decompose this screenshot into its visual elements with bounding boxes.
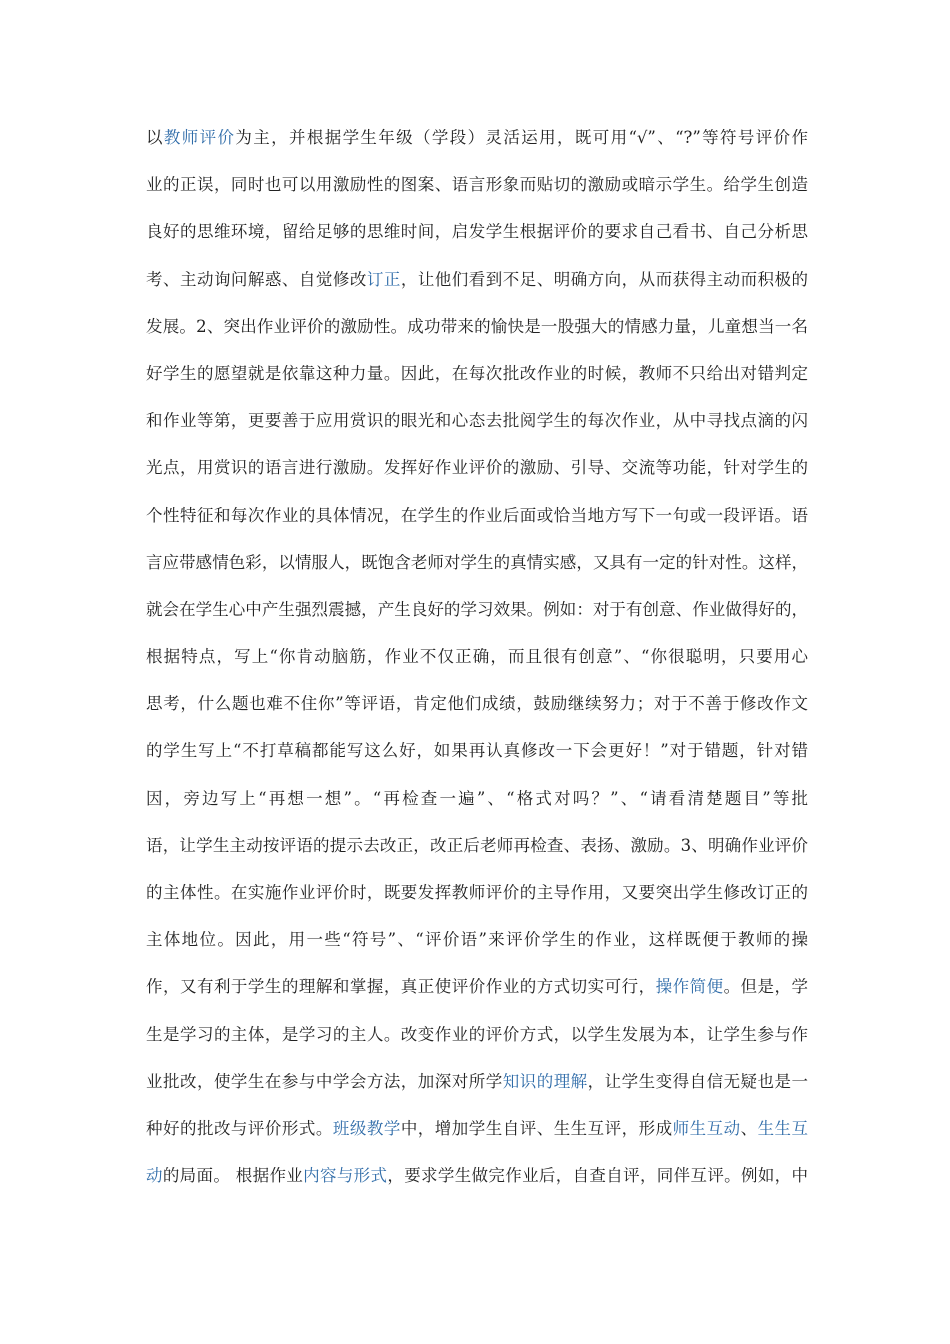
- text-run: 良好的思维环境，留给足够的思维时间，启发学生根据评价的要求自己看书、自己分析思: [146, 222, 808, 242]
- text-line: [146, 397, 808, 444]
- text-run: 业批改，使学生在参与中学会方法，加深对所学: [146, 1071, 503, 1091]
- text-run: 因，旁边写上“再想一想”。“再检查一遍”、“格式对吗？”、“请看清楚题目”等批: [146, 788, 808, 808]
- inline-link[interactable]: 班级教学: [332, 1118, 401, 1138]
- inline-link[interactable]: 师生互动: [672, 1118, 741, 1138]
- text-line: [146, 916, 808, 963]
- text-run: 光点，用赏识的语言进行激励。发挥好作业评价的激励、引导、交流等功能，针对学生的: [146, 458, 808, 478]
- text-line: [146, 963, 808, 1010]
- text-line: [146, 633, 808, 680]
- text-line: [146, 1011, 808, 1058]
- text-line: [146, 444, 808, 491]
- text-run: 作，又有利于学生的理解和掌握，真正使评价作业的方式切实可行，: [146, 977, 656, 997]
- text-line: [146, 586, 808, 633]
- text-run: 就会在学生心中产生强烈震撼，产生良好的学习效果。例如：对于有创意、作业做得好的，: [146, 599, 808, 619]
- text-line: [146, 114, 808, 161]
- text-run: 和作业等第，更要善于应用赏识的眼光和心态去批阅学生的每次作业，从中寻找点滴的闪: [146, 411, 808, 431]
- text-run: 的学生写上“不打草稿都能写这么好，如果再认真修改一下会更好！”对于错题，针对错: [146, 741, 808, 761]
- text-line: [146, 539, 808, 586]
- inline-link[interactable]: 动: [146, 1166, 163, 1186]
- inline-link[interactable]: 操作简便: [655, 977, 724, 997]
- text-line: [146, 208, 808, 255]
- text-run: 的主体性。在实施作业评价时，既要发挥教师评价的主导作用，又要突出学生修改订正的: [146, 883, 808, 902]
- inline-link[interactable]: 知识的理解: [502, 1071, 588, 1091]
- text-run: 考、主动询问解惑、自觉修改: [146, 269, 367, 289]
- text-run: ，让他们看到不足、明确方向，从而获得主动而积极的: [400, 269, 809, 289]
- inline-link[interactable]: 订正: [366, 269, 401, 289]
- text-line: [146, 1152, 808, 1199]
- text-run: ，要求学生做完作业后，自查自评，同伴互评。例如，中: [387, 1166, 809, 1186]
- text-run: 个性特征和每次作业的具体情况，在学生的作业后面或恰当地方写下一句或一段评语。语: [146, 505, 808, 525]
- text-run: 种好的批改与评价形式。: [146, 1118, 333, 1138]
- text-run: 语，让学生主动按评语的提示去改正，改正后老师再检查、表扬、激励。3、明确作业评价: [146, 835, 808, 855]
- text-run: 的局面。 根据作业: [162, 1166, 304, 1186]
- text-run: 生是学习的主体，是学习的主人。改变作业的评价方式，以学生发展为本，让学生参与作: [146, 1024, 808, 1044]
- text-run: ，让学生变得自信无疑也是一: [587, 1071, 809, 1091]
- text-line: [146, 775, 808, 822]
- text-run: 发展。2、突出作业评价的激励性。成功带来的愉快是一股强大的情感力量，儿童想当一名: [146, 316, 808, 336]
- text-line: [146, 869, 808, 916]
- text-line: [146, 303, 808, 350]
- text-run: 主体地位。因此，用一些“符号”、“评价语”来评价学生的作业，这样既便于教师的操: [146, 930, 808, 950]
- text-run: 中，增加学生自评、生生互评，形成: [400, 1118, 673, 1138]
- text-line: [146, 256, 808, 303]
- text-run: 业的正误，同时也可以用激励性的图案、语言形象而贴切的激励或暗示学生。给学生创造: [146, 175, 808, 195]
- document-body: [146, 114, 808, 1199]
- text-line: [146, 492, 808, 539]
- text-line: [146, 350, 808, 397]
- text-run: 根据特点，写上“你肯动脑筋，作业不仅正确，而且很有创意”、“你很聪明，只要用心: [146, 647, 808, 667]
- text-run: 好学生的愿望就是依靠这种力量。因此，在每次批改作业的时候，教师不只给出对错判定: [146, 363, 808, 383]
- text-line: [146, 161, 808, 208]
- text-line: [146, 680, 808, 727]
- text-run: 、: [740, 1118, 758, 1138]
- text-run: 以: [146, 128, 164, 147]
- text-line: [146, 727, 808, 774]
- text-line: [146, 1058, 808, 1105]
- inline-link[interactable]: 教师评价: [163, 128, 236, 147]
- inline-link[interactable]: 内容与形式: [303, 1166, 388, 1186]
- text-run: 言应带感情色彩，以情服人，既饱含老师对学生的真情实感，又具有一定的针对性。这样，: [146, 552, 808, 572]
- text-line: [146, 1105, 808, 1152]
- text-run: 。但是，学: [723, 977, 809, 997]
- text-run: 思考，什么题也难不住你”等评语，肯定他们成绩，鼓励继续努力；对于不善于修改作文: [146, 694, 808, 714]
- text-run: 为主，并根据学生年级（学段）灵活运用，既可用“√”、“?”等符号评价作: [235, 128, 809, 147]
- inline-link[interactable]: 生生互: [757, 1118, 809, 1138]
- text-line: [146, 822, 808, 869]
